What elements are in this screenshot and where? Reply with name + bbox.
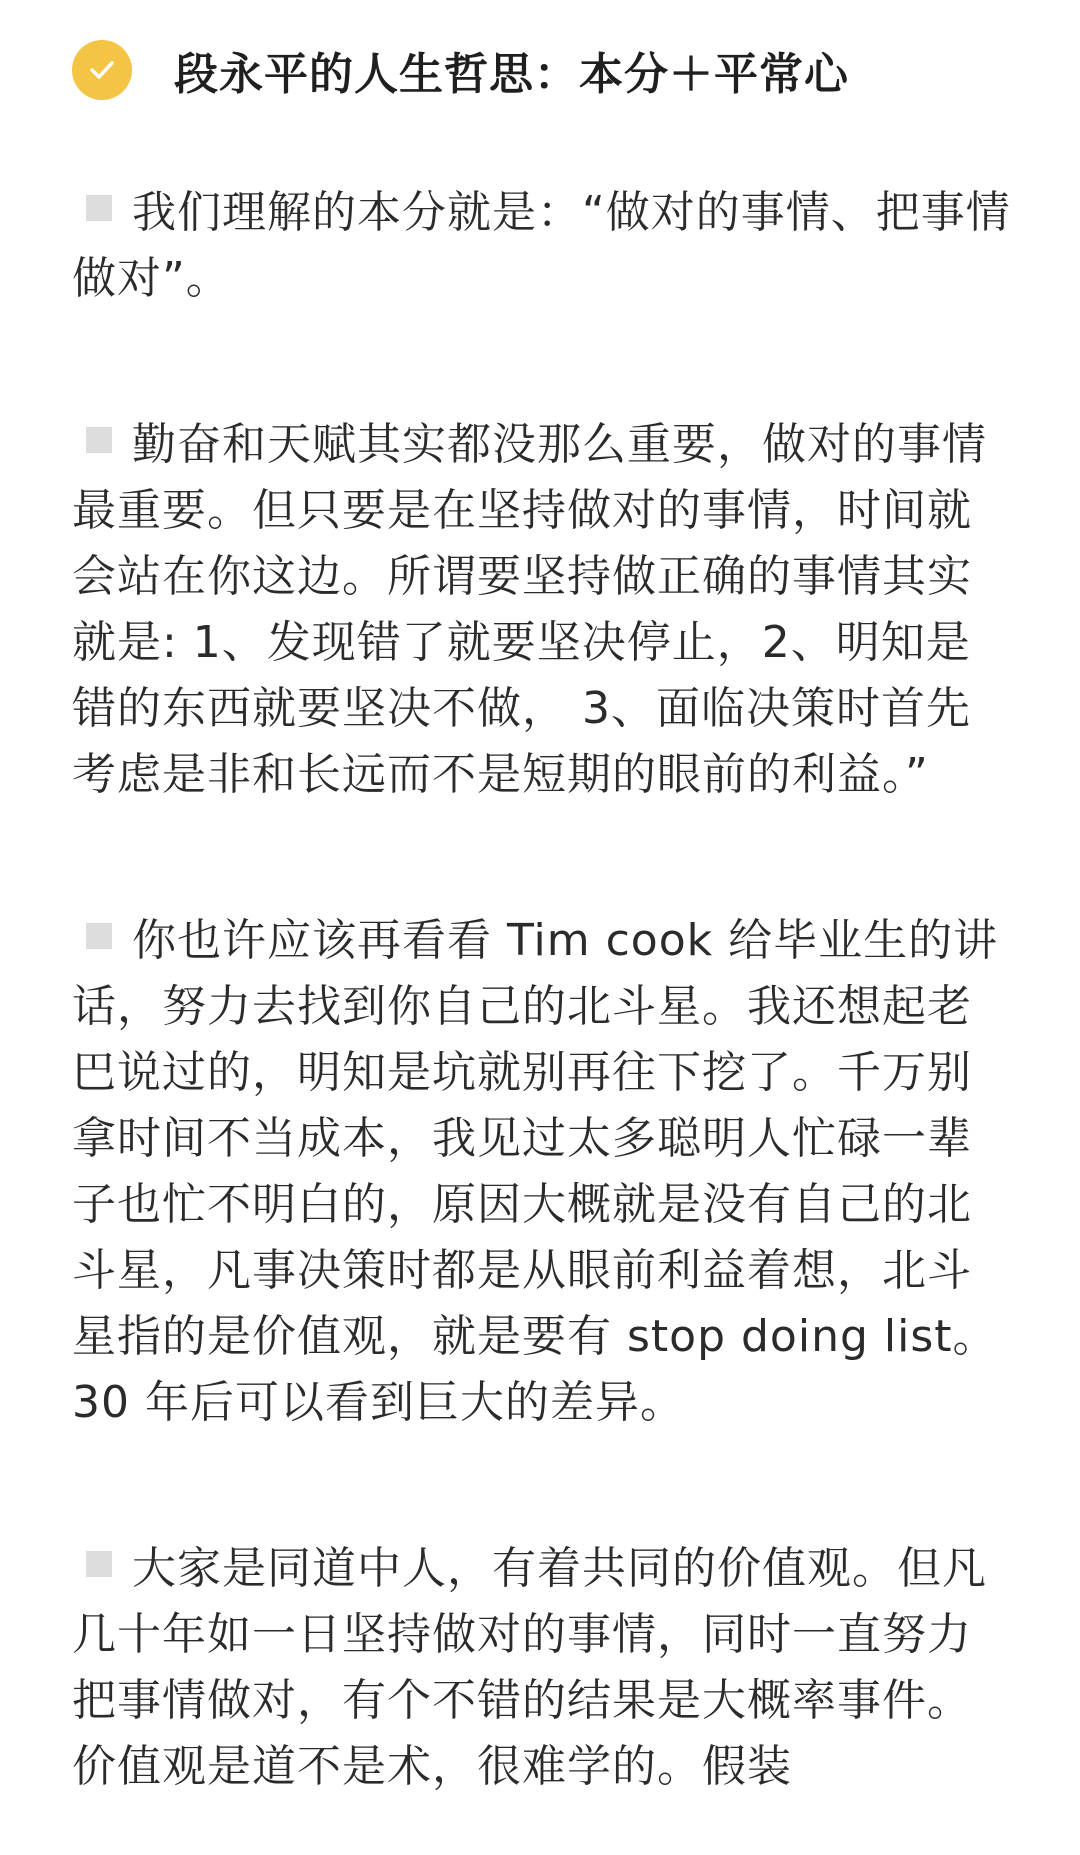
article-header [72, 38, 849, 102]
check-circle-icon [72, 40, 132, 100]
checkmark-glyph [85, 53, 119, 87]
bullet-square-icon [86, 195, 112, 221]
bullet-square-icon [86, 923, 112, 949]
paragraph-text: 你也许应该再看看 Tim cook 给毕业生的讲话，努力去找到你自己的北斗星。我还想起老巴说过的，明知是坑就别再往下挖了。千万别拿时间不当成本，我见过太多聪明人忙碌一辈子也忙不明白的，原因大概就是没有自己的北斗星，凡事决策时都是从眼前利益着想，北斗星指的是价值观，就是要有 stop doing list。30 年后可以看到巨大的差异。 [72, 915, 999, 1428]
bullet-square-icon [86, 427, 112, 453]
paragraph [72, 180, 1012, 312]
paragraph [72, 908, 1012, 1436]
paragraph-text: 大家是同道中人，有着共同的价值观。但凡几十年如一日坚持做对的事情，同时一直努力把事情做对，有个不错的结果是大概率事件。价值观是道不是术，很难学的。假装 [72, 1543, 987, 1792]
paragraph-text: 我们理解的本分就是：“做对的事情、把事情做对”。 [72, 187, 1011, 304]
paragraph [72, 1536, 1012, 1800]
article-body [72, 180, 1012, 1855]
paragraph-text: 勤奋和天赋其实都没那么重要，做对的事情最重要。但只要是在坚持做对的事情，时间就会站在你这边。所谓要坚持做正确的事情其实就是: 1、发现错了就要坚决停止，2、明知是错的东西就要坚决不做， 3、面临决策时首先考虑是非和长远而不是短期的眼前的利益。” [72, 419, 987, 800]
bullet-square-icon [86, 1551, 112, 1577]
article-title: 段永平的人生哲思：本分＋平常心 [174, 49, 849, 100]
paragraph [72, 412, 1012, 808]
